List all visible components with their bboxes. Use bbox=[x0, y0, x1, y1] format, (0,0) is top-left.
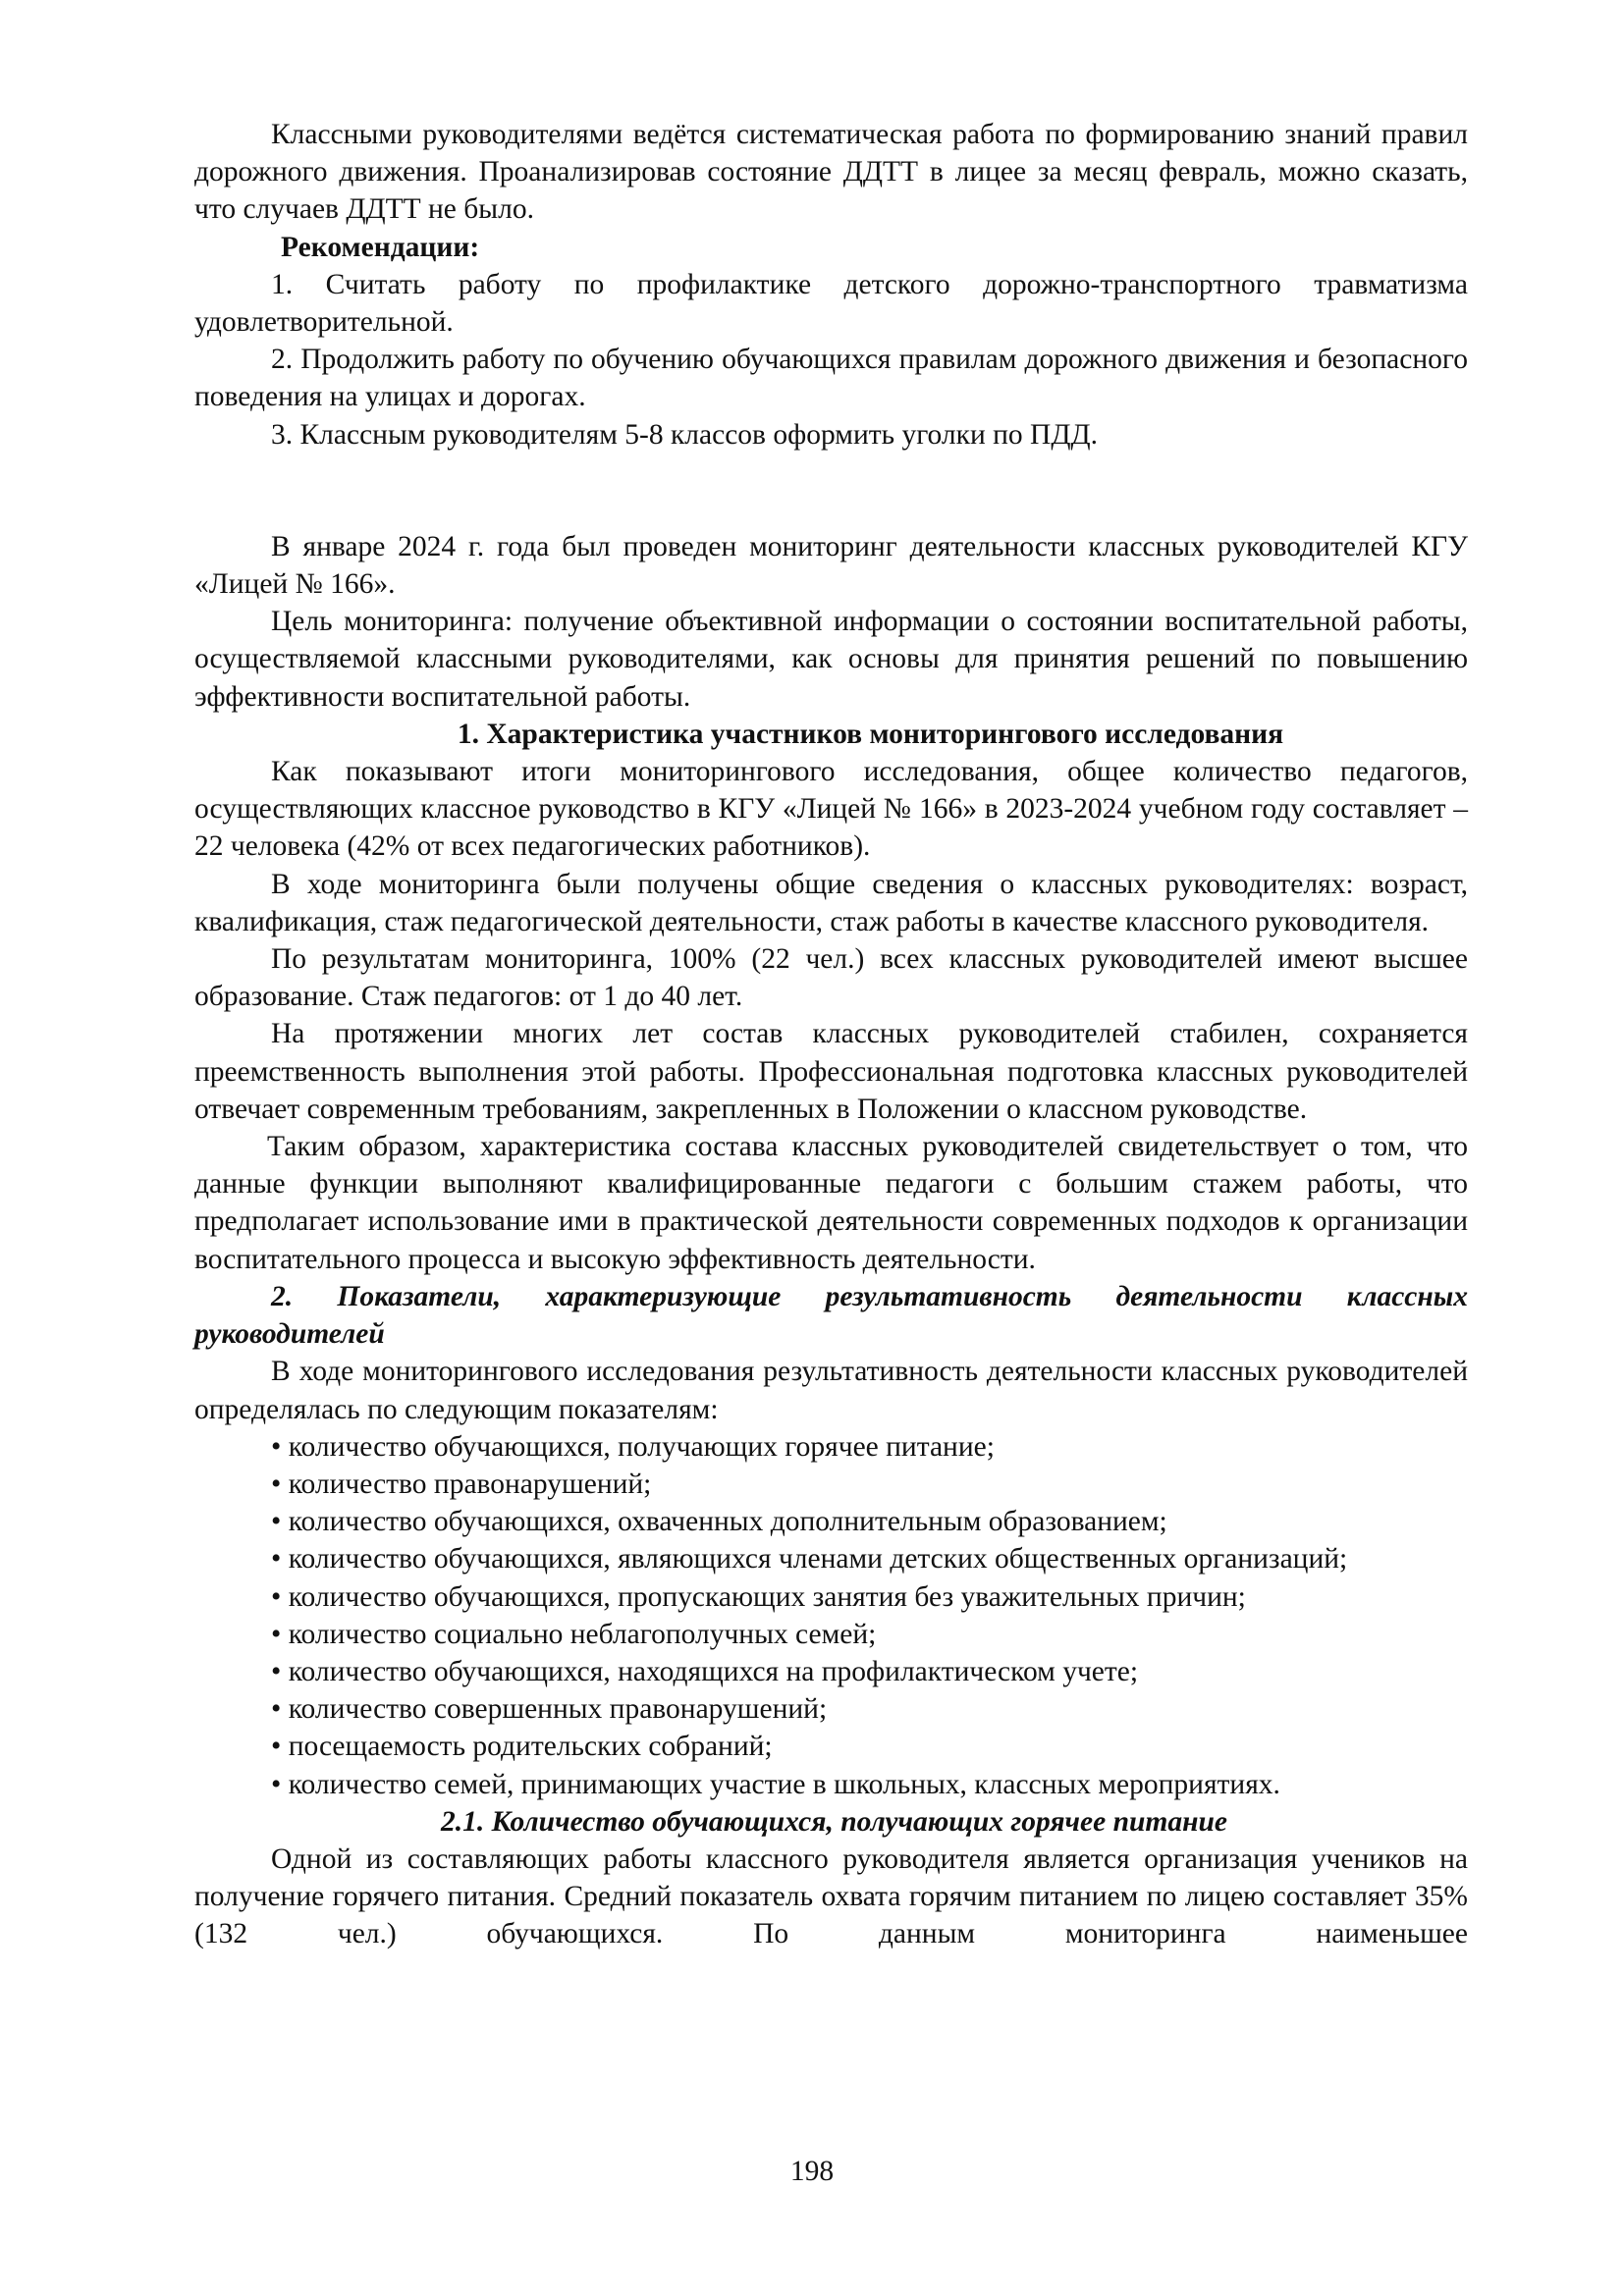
indicator-text: количество социально неблагополучных семей; bbox=[288, 1618, 877, 1650]
section-1-heading: 1. Характеристика участников мониторингового исследования bbox=[457, 718, 1284, 750]
indicator-item bbox=[194, 1466, 1468, 1503]
section-spacer bbox=[194, 454, 1468, 528]
section-2-intro-paragraph: В ходе мониторингового исследования результативность деятельности классных руководителей определялась по следующим показателям: bbox=[194, 1356, 1468, 1425]
bullet-icon: • bbox=[271, 1580, 282, 1613]
section-2-1-heading: 2.1. Количество обучающихся, получающих горячее питание bbox=[441, 1805, 1227, 1838]
bullet-icon: • bbox=[271, 1506, 282, 1538]
indicator-text: количество обучающихся, получающих горячее питание; bbox=[288, 1430, 995, 1463]
monitoring-intro-paragraph: В январе 2024 г. года был проведен мониторинг деятельности классных руководителей КГУ «Лицей № 166». bbox=[194, 530, 1468, 601]
indicator-item bbox=[194, 1578, 1468, 1616]
indicator-item bbox=[194, 1540, 1468, 1577]
section-1-paragraph: Как показывают итоги мониторингового исследования, общее количество педагогов, осуществляющих классное руководство в КГУ «Лицей № 166» в 2023-2024 учебном году составляет – 22 человека (42% от всех педагогических работников). bbox=[194, 756, 1468, 863]
indicator-text: количество правонарушений; bbox=[288, 1468, 652, 1500]
indicator-item bbox=[194, 1653, 1468, 1690]
text-column bbox=[194, 116, 1468, 1953]
section-1-paragraph: По результатам мониторинга, 100% (22 чел.) всех классных руководителей имеют высшее образование. Стаж педагогов: от 1 до 40 лет. bbox=[194, 943, 1468, 1013]
indicator-text: посещаемость родительских собраний; bbox=[288, 1731, 773, 1763]
section-1-paragraph: На протяжении многих лет состав классных руководителей стабилен, сохраняется преемственность выполнения этой работы. Профессиональная подготовка классных руководителей отвечает современным требованиям, закрепленных в Положении о классном руководстве. bbox=[194, 1018, 1468, 1125]
indicator-item bbox=[194, 1690, 1468, 1728]
page-number: 198 bbox=[789, 2156, 835, 2187]
indicator-text: количество обучающихся, пропускающих занятия без уважительных причин; bbox=[288, 1580, 1246, 1613]
monitoring-goal-paragraph: Цель мониторинга: получение объективной информации о состоянии воспитательной работы, осуществляемой классными руководителями, как основы для принятия решений по повышению эффективности воспитательной работы. bbox=[194, 606, 1468, 713]
bullet-icon: • bbox=[271, 1468, 282, 1500]
indicator-item bbox=[194, 1728, 1468, 1765]
section-1-paragraph: В ходе мониторинга были получены общие сведения о классных руководителях: возраст, квалификация, стаж педагогической деятельности, стаж работы в качестве классного руководителя. bbox=[194, 868, 1468, 937]
indicator-text: количество совершенных правонарушений; bbox=[288, 1693, 828, 1726]
intro-paragraph: Классными руководителями ведётся систематическая работа по формированию знаний правил дорожного движения. Проанализировав состояние ДДТТ в лицее за месяц февраль, можно сказать, что случаев ДДТТ не было. bbox=[194, 119, 1468, 226]
recommendation-item: 1. Считать работу по профилактике детского дорожно-транспортного травматизма удовлетворительной. bbox=[194, 268, 1468, 339]
indicator-item bbox=[194, 1616, 1468, 1653]
indicator-text: количество семей, принимающих участие в школьных, классных мероприятиях. bbox=[288, 1768, 1280, 1800]
indicator-item bbox=[194, 1766, 1468, 1803]
recommendation-item: 2. Продолжить работу по обучению обучающихся правилам дорожного движения и безопасного поведения на улицах и дорогах. bbox=[194, 344, 1468, 413]
indicator-text: количество обучающихся, находящихся на профилактическом учете; bbox=[288, 1655, 1139, 1687]
section-2-heading: 2. Показатели, характеризующие результативность деятельности классных руководителей bbox=[194, 1280, 1468, 1351]
indicator-item bbox=[194, 1428, 1468, 1466]
recommendations-heading: Рекомендации: bbox=[281, 231, 480, 263]
bullet-icon: • bbox=[271, 1655, 282, 1687]
indicator-text: количество обучающихся, охваченных дополнительным образованием; bbox=[288, 1506, 1167, 1538]
bullet-icon: • bbox=[271, 1693, 282, 1726]
bullet-icon: • bbox=[271, 1768, 282, 1800]
bullet-icon: • bbox=[271, 1430, 282, 1463]
section-2-1-paragraph: Одной из составляющих работы классного руководителя является организация учеников на получение горячего питания. Средний показатель охвата горячим питанием по лицею составляет 35% (132 чел.) обучающихся. По данным мониторинга наименьшее bbox=[194, 1842, 1468, 1950]
bullet-icon: • bbox=[271, 1618, 282, 1650]
indicators-list bbox=[194, 1428, 1468, 1803]
section-1-paragraph: Таким образом, характеристика состава классных руководителей свидетельствует о том, что данные функции выполняют квалифицированные педагоги с большим стажем работы, что предполагает использование ими в практической деятельности современных подходов к организации воспитательного процесса и высокую эффективность деятельности. bbox=[194, 1131, 1468, 1275]
recommendation-item: 3. Классным руководителям 5-8 классов оформить уголки по ПДД. bbox=[271, 418, 1098, 451]
bullet-icon: • bbox=[271, 1731, 282, 1763]
indicator-item bbox=[194, 1503, 1468, 1540]
bullet-icon: • bbox=[271, 1543, 282, 1575]
indicator-text: количество обучающихся, являющихся членами детских общественных организаций; bbox=[288, 1543, 1348, 1575]
